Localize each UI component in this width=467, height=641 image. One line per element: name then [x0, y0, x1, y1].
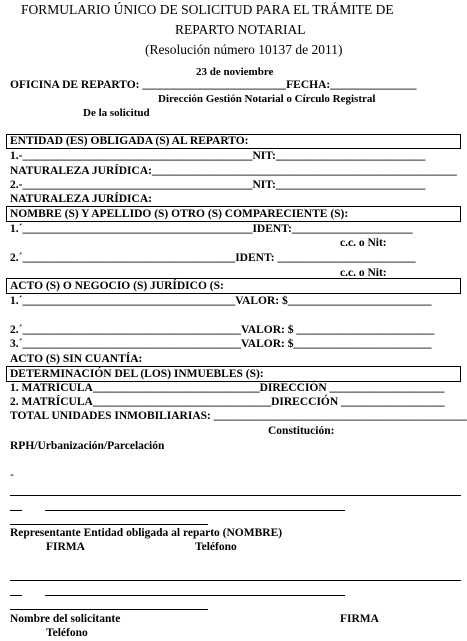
firma-label: FIRMA: [46, 541, 85, 553]
form-title-line2: REPARTO NOTARIAL: [175, 22, 306, 37]
acto-row-2[interactable]: 2.´______________________________________VALOR: $ ________________________: [10, 324, 435, 336]
inmueble-row-1[interactable]: 1. MATRÍCULA_____________________________DIRECCIÓN ____________________: [10, 382, 445, 394]
form-date: 23 de noviembre: [196, 66, 274, 78]
cc-nit-label-1: c.c. o Nit:: [340, 237, 387, 249]
signature-line-short-1a[interactable]: [10, 510, 22, 511]
naturaleza-juridica-1[interactable]: NATURALEZA JURÍDICA:_____________________________________________________: [10, 165, 457, 177]
compareciente-row-2[interactable]: 2.´_____________________________________IDENT: ________________________: [10, 252, 416, 264]
entidad-row-2[interactable]: 2.-________________________________________NIT:__________________________: [10, 179, 426, 191]
signature-line-short-1c[interactable]: [10, 524, 208, 525]
de-la-solicitud-label: De la solicitud: [83, 107, 150, 119]
acto-sin-cuantia: ACTO (S) SIN CUANTÍA:: [10, 353, 143, 365]
actos-header: ACTO (S) O NEGOCIO (S) JURÍDICO (S:: [10, 280, 224, 292]
naturaleza-juridica-2[interactable]: NATURALEZA JURÍDICA:: [10, 193, 152, 205]
rph-label: RPH/Urbanización/Parcelación: [10, 440, 165, 452]
office-date-line[interactable]: OFICINA DE REPARTO: _________________________FECHA:_______________: [10, 79, 417, 91]
signature-line-short-2a[interactable]: [10, 595, 22, 596]
nombre-solicitante-label: Nombre del solicitante: [10, 613, 121, 625]
acto-row-3[interactable]: 3.´______________________________________VALOR: $________________________: [10, 338, 432, 350]
telefono-label: Teléfono: [195, 541, 237, 553]
signature-line-short-1b[interactable]: [45, 510, 345, 511]
signature-line-long-1[interactable]: [10, 495, 461, 496]
firma-solicitante-label: FIRMA: [340, 613, 379, 625]
inmuebles-header: DETERMINACIÓN DEL (LOS) INMUEBLES (S):: [10, 368, 264, 380]
resolution-reference: (Resolución número 10137 de 2011): [145, 42, 343, 57]
inmueble-row-2[interactable]: 2. MATRÍCULA_______________________________DIRECCIÓN __________________: [10, 396, 445, 408]
acto-row-1[interactable]: 1.´_____________________________________VALOR: $_________________________: [10, 295, 432, 307]
entidad-row-1[interactable]: 1.-________________________________________NIT:__________________________: [10, 150, 426, 162]
comparecientes-header: NOMBRE (S) Y APELLIDO (S) OTRO (S) COMPARECIENTE (S):: [10, 208, 349, 220]
dash-mark: -: [10, 469, 14, 481]
signature-line-short-2b[interactable]: [45, 595, 345, 596]
cc-nit-label-2: c.c. o Nit:: [340, 267, 387, 279]
constitucion-label: Constitución:: [268, 425, 335, 437]
representante-label: Representante Entidad obligada al reparto (NOMBRE): [10, 527, 283, 539]
signature-line-short-2c[interactable]: [10, 609, 208, 610]
entidad-header: ENTIDAD (ES) OBLIGADA (S) AL REPARTO:: [10, 135, 249, 147]
direction-label: Dirección Gestión Notarial o Círculo Registral: [158, 93, 376, 105]
form-title-line1: FORMULARIO ÚNICO DE SOLICITUD PARA EL TRÁMITE DE: [21, 2, 394, 17]
signature-line-long-2[interactable]: [10, 580, 461, 581]
total-unidades[interactable]: TOTAL UNIDADES INMOBILIARIAS: ____________________________________________: [10, 410, 467, 422]
telefono-solicitante-label: Teléfono: [46, 627, 88, 639]
compareciente-row-1[interactable]: 1.´________________________________________IDENT:_____________________: [10, 223, 413, 235]
